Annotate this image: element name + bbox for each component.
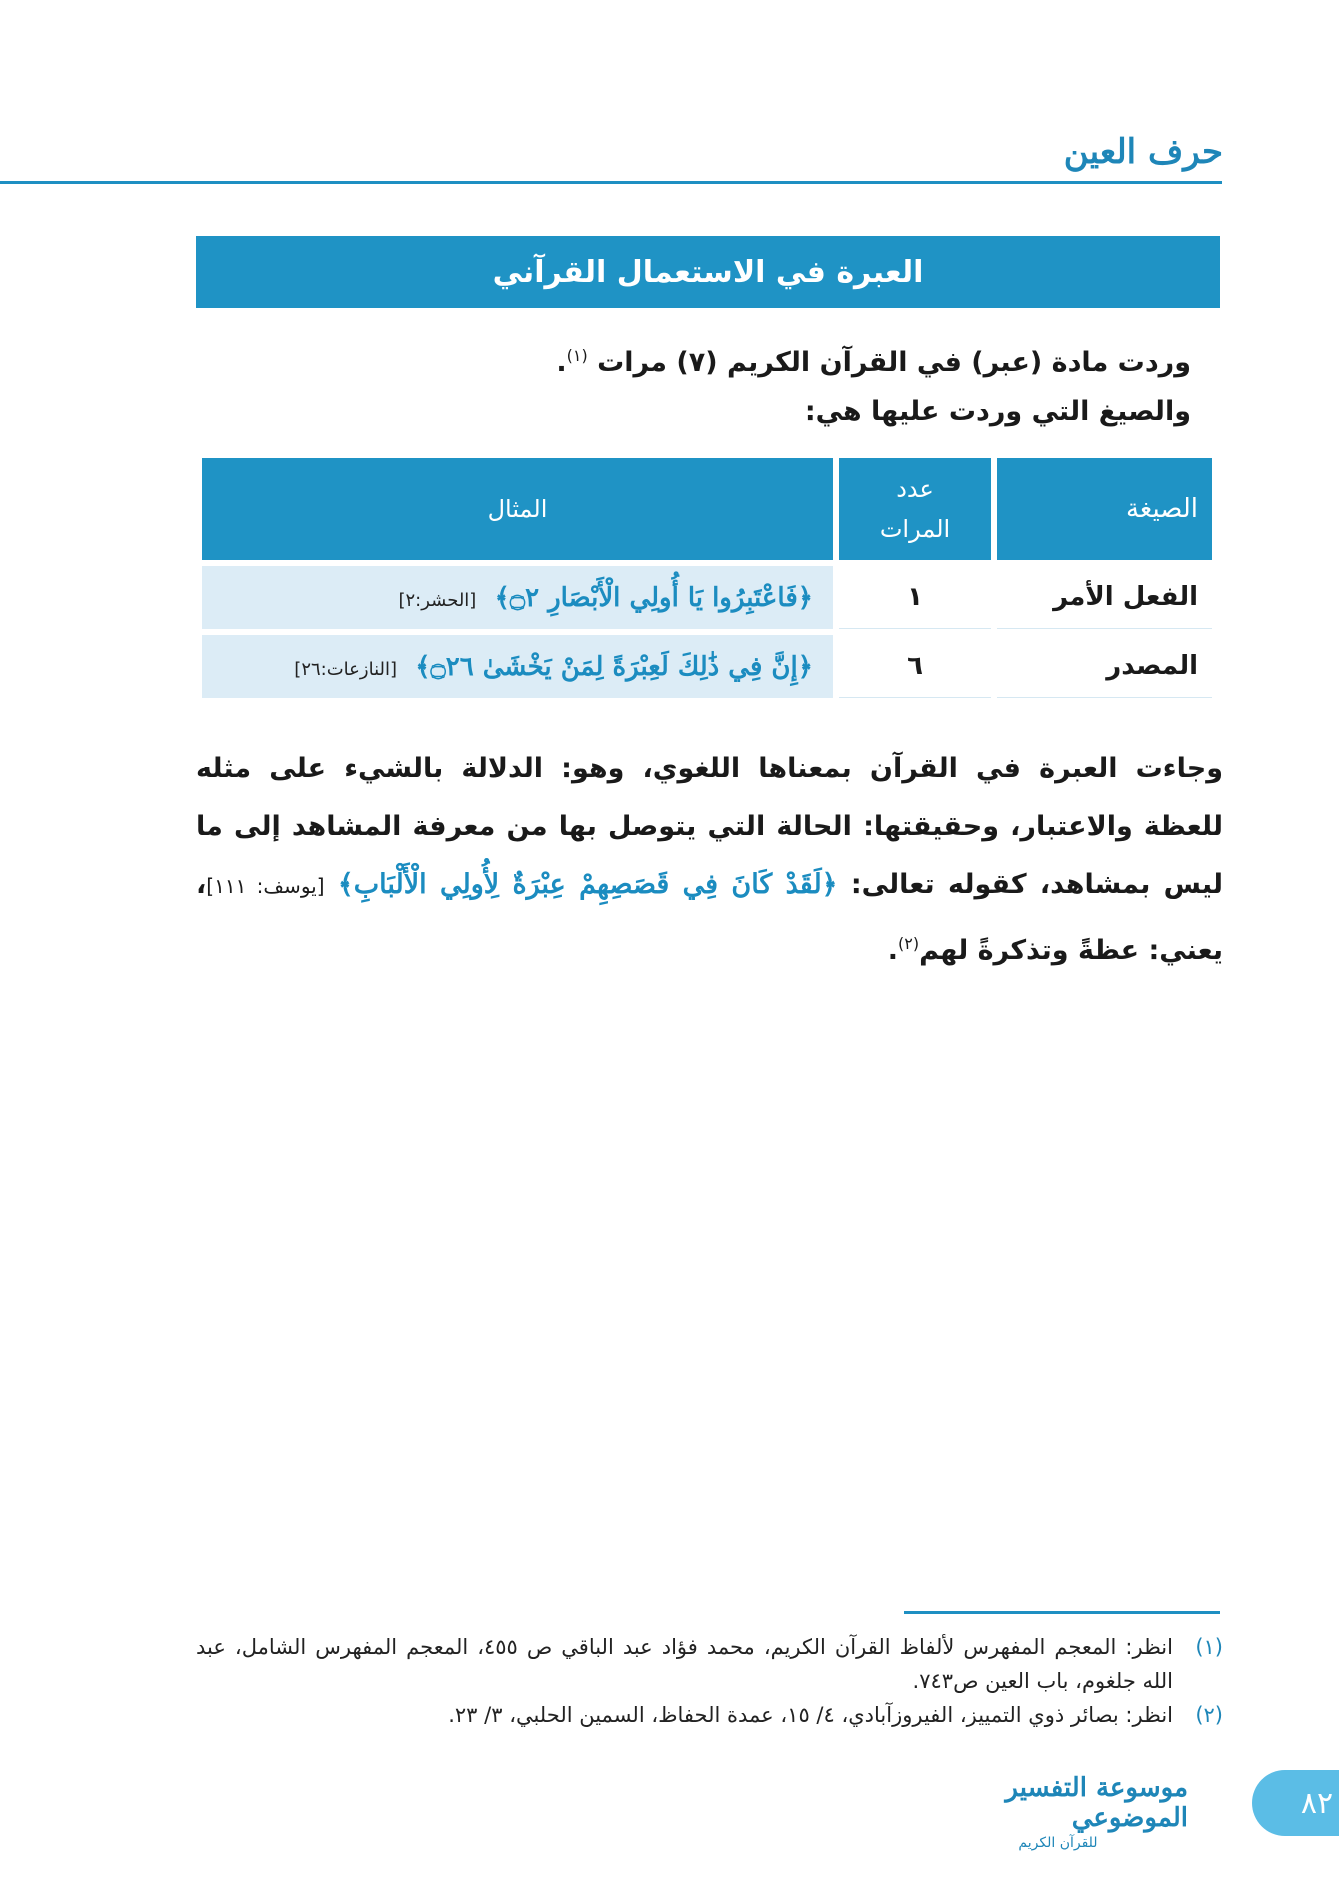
body-end: . — [887, 935, 898, 966]
footnote-ref-2[interactable]: (٢) — [897, 934, 920, 953]
footnote-text: انظر: بصائر ذوي التمييز، الفيروزآبادي، ٤/ ١٥، عمدة الحفاظ، السمين الحلبي، ٣/ ٢٣. — [448, 1703, 1173, 1727]
logo-sub-text: للقرآن الكريم — [1018, 1835, 1098, 1851]
row-form: المصدر — [997, 635, 1212, 698]
page-number-badge — [1252, 1770, 1339, 1836]
section-title-bar — [196, 236, 1220, 308]
row-example — [202, 635, 833, 698]
footnote-number: (٢) — [1195, 1703, 1223, 1727]
row-verse: ﴿فَاعْتَبِرُوا يَا أُولِي الْأَبْصَارِ ۝٢﴾ — [494, 582, 813, 613]
header-count-line2: المرات — [879, 515, 951, 543]
word-forms-table — [196, 452, 1218, 704]
intro-line-1-text: وردت مادة (عبر) في القرآن الكريم (٧) مرات — [597, 347, 1191, 378]
section-title: العبرة في الاستعمال القرآني — [492, 254, 924, 290]
footnote-number: (١) — [1195, 1635, 1223, 1659]
row-count: ١ — [839, 566, 991, 629]
row-count: ٦ — [839, 635, 991, 698]
table-row — [202, 635, 1212, 698]
row-verse-ref: [النازعات:٢٦] — [294, 658, 398, 680]
body-text-1: وجاءت العبرة في القرآن بمعناها اللغوي، وهو: الدلالة بالشيء على مثله للعظة والاعتبار، وحقيقتها: الحالة التي يتوصل بها من معرفة المشاهد إلى ما ليس بمشاهد، كقوله تعالى: — [196, 753, 1224, 900]
footnote-item — [196, 1698, 1223, 1732]
header-form: الصيغة — [997, 458, 1212, 560]
header-rule — [0, 181, 1222, 184]
footnote-item — [196, 1630, 1223, 1698]
table-header-row — [202, 458, 1212, 560]
row-verse-ref: [الحشر:٢] — [398, 589, 477, 611]
header-example: المثال — [202, 458, 833, 560]
body-verse-ref: [يوسف: ١١١] — [206, 874, 325, 898]
footnotes — [196, 1630, 1223, 1732]
row-form: الفعل الأمر — [997, 566, 1212, 629]
encyclopedia-logo — [928, 1772, 1188, 1852]
row-verse: ﴿إِنَّ فِي ذَٰلِكَ لَعِبْرَةً لِمَنْ يَخْشَىٰ ۝٢٦﴾ — [415, 651, 813, 682]
footnote-text: انظر: المعجم المفهرس لألفاظ القرآن الكريم، محمد فؤاد عبد الباقي ص ٤٥٥، المعجم المفهرس الشامل، عبد الله جلغوم، باب العين ص٧٤٣. — [196, 1635, 1173, 1693]
footnote-ref-1[interactable]: (١) — [566, 346, 588, 365]
row-example — [202, 566, 833, 629]
header-count — [839, 458, 991, 560]
logo-main-text: موسوعة التفسير الموضوعي — [1005, 1773, 1188, 1833]
body-verse: ﴿لَقَدْ كَانَ فِي قَصَصِهِمْ عِبْرَةٌ لِأُولِي الْأَلْبَابِ﴾ — [337, 869, 838, 900]
header-count-line1: عدد — [896, 475, 934, 503]
table-row — [202, 566, 1212, 629]
page-number: ٨٢ — [1300, 1785, 1334, 1821]
body-text-2: ، يعني: عظةً وتذكرةً لهم — [196, 869, 1223, 966]
footnote-rule — [904, 1611, 1220, 1614]
body-paragraph — [196, 740, 1223, 980]
intro-line-2: والصيغ التي وردت عليها هي: — [804, 396, 1191, 427]
intro-line-1 — [556, 328, 1191, 391]
running-header-title: حرف العين — [1063, 132, 1223, 172]
intro-line-1-end: . — [556, 347, 567, 378]
